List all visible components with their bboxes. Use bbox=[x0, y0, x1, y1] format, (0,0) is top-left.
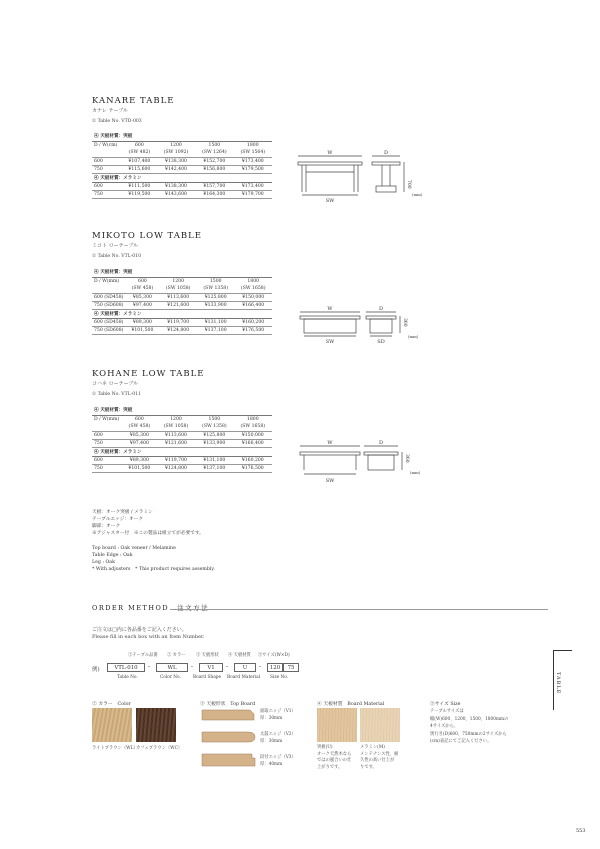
order-box-color: WL bbox=[156, 663, 188, 672]
color-swatch-light-brown bbox=[92, 708, 132, 742]
product-title: KANARE TABLE bbox=[92, 96, 175, 106]
width-header: 1800 bbox=[234, 277, 272, 285]
sw-header: (SW 1092) bbox=[157, 149, 195, 157]
page-number: 553 bbox=[576, 828, 586, 834]
dash: - bbox=[148, 663, 151, 670]
color-swatch-cafe-brown bbox=[136, 708, 176, 742]
label-unit: (mm) bbox=[410, 470, 421, 475]
label-d: D bbox=[378, 306, 384, 312]
order-box-depth: 75 bbox=[283, 663, 299, 672]
table-number: ① Table No. VTL-011 bbox=[92, 392, 142, 397]
table-row: 750 ¥119,500 ¥143,600 ¥164,300 ¥179,700 bbox=[92, 190, 272, 198]
material-veneer-text: 突板(U) オーク天然木なら ではの風合いの仕 上がりです。 bbox=[317, 745, 352, 770]
label-w: W bbox=[327, 150, 333, 156]
label-w: W bbox=[327, 440, 333, 446]
material-melamine-text: メラミン(M) メンテナンス性、耐 久性の高い仕上が りです。 bbox=[360, 745, 399, 770]
label-sw: SW bbox=[325, 339, 335, 345]
dw-label: D / W(cm) bbox=[92, 141, 122, 149]
sw-header: (SW 482) bbox=[122, 149, 157, 157]
section-label: ④ 天板材質：突板 bbox=[94, 408, 133, 414]
dash: - bbox=[191, 663, 194, 670]
table-row: 600 ¥85,300 ¥113,600 ¥125,800 ¥150,000 bbox=[92, 431, 272, 439]
kanare-drawing bbox=[296, 150, 422, 206]
order-header: ④ 天板材質 bbox=[228, 653, 251, 658]
product-title-jp: コハネ ローテーブル bbox=[92, 381, 139, 387]
size-header: ⑤サイズ Size bbox=[430, 702, 461, 707]
width-header: 1500 bbox=[195, 415, 233, 423]
dw-label: D / W(mm) bbox=[92, 277, 125, 285]
table-row: 600 ¥107,400 ¥138,300 ¥152,700 ¥173,400 bbox=[92, 157, 272, 165]
color-header: ② カラー Color bbox=[92, 702, 131, 707]
width-header: 1500 bbox=[197, 277, 235, 285]
mikoto-drawing bbox=[296, 306, 422, 346]
width-header: 1200 bbox=[157, 141, 195, 149]
price-table bbox=[92, 268, 272, 335]
order-sub-label: Board Material bbox=[227, 675, 261, 680]
label-h: 360 bbox=[404, 454, 409, 463]
sw-header: (SW 1264) bbox=[195, 149, 233, 157]
width-header: 1800 bbox=[234, 141, 272, 149]
section-label: ④ 天板材質：突板 bbox=[94, 270, 133, 276]
material-header: ④ 天板材質 Board Material bbox=[317, 702, 385, 707]
table-row: 750 ¥115,600 ¥142,400 ¥156,800 ¥179,500 bbox=[92, 165, 272, 173]
table-row: 600 (SD458) ¥85,300 ¥113,600 ¥125,800 ¥150,000 bbox=[92, 293, 272, 301]
size-description: テーブルサイズは 幅(W)600、1200、1500、1800mmの 4サイズから、 奥行き(D)600、750mmの2サイズから (cm)表記にてご記入ください。 bbox=[430, 709, 509, 744]
label-unit: (mm) bbox=[412, 192, 422, 197]
sw-header: (SW 1058) bbox=[159, 285, 197, 293]
divider bbox=[170, 609, 548, 610]
order-instruction-en: Please fill in each box with an Item Number. bbox=[92, 634, 205, 640]
label-sw: SW bbox=[325, 198, 335, 204]
width-header: 600 bbox=[122, 415, 157, 423]
edge-sub: 厚：30mm bbox=[260, 739, 283, 744]
table-row: 750 (SD608) ¥101,500 ¥124,800 ¥137,100 ¥176,500 bbox=[92, 326, 272, 334]
order-header: ③ 天板形状 bbox=[196, 653, 219, 658]
order-box-shape: V1 bbox=[199, 663, 223, 672]
material-notes-jp: 天板：オーク突板 / メラミン テーブルエッジ：オーク 脚部：オーク ※アジャスター付 ※この製品は組立てが必要です。 bbox=[92, 510, 204, 536]
kohane-drawing bbox=[296, 440, 422, 486]
sw-header: (SW 1658) bbox=[234, 285, 272, 293]
edge-sub: 厚：40mm bbox=[260, 762, 283, 767]
width-header: 1800 bbox=[234, 415, 272, 423]
order-header: ⑤サイズ(W×D) bbox=[258, 653, 290, 658]
order-sub-label: Color No. bbox=[160, 675, 181, 680]
label-sw: SW bbox=[325, 478, 335, 484]
label-d: D bbox=[383, 150, 389, 156]
product-title: KOHANE LOW TABLE bbox=[92, 369, 205, 379]
order-header: ② カラー bbox=[167, 653, 186, 658]
width-header: 1500 bbox=[195, 141, 233, 149]
price-table bbox=[92, 406, 272, 473]
table-number: ① Table No. VTL-010 bbox=[92, 254, 142, 259]
sw-header: (SW 1358) bbox=[195, 423, 233, 431]
section-label: ④ 天板材質：突板 bbox=[94, 134, 133, 140]
sw-header: (SW 458) bbox=[125, 285, 159, 293]
sw-header: (SW 458) bbox=[122, 423, 157, 431]
width-header: 1200 bbox=[157, 415, 195, 423]
material-swatch-melamine bbox=[360, 708, 400, 742]
order-header: ①テーブル品番 bbox=[128, 653, 158, 658]
edge-label: 面取エッジ（V1） bbox=[260, 709, 296, 714]
width-header: 600 bbox=[122, 141, 157, 149]
edge-sub: 厚：30mm bbox=[260, 716, 283, 721]
order-sub-label: Board Shape bbox=[193, 675, 222, 680]
order-box-width: 120 bbox=[267, 663, 283, 672]
section-label: ④ 天板材質：メラミン bbox=[94, 449, 142, 455]
dash: - bbox=[226, 663, 229, 670]
order-method-title: ORDER METHOD 注文方法 bbox=[92, 604, 210, 612]
width-header: 1200 bbox=[159, 277, 197, 285]
example-label: 例) bbox=[92, 667, 100, 673]
sw-header: (SW 1058) bbox=[157, 423, 195, 431]
table-row: 750 ¥101,500 ¥124,800 ¥137,100 ¥176,500 bbox=[92, 464, 272, 472]
table-row: 600 (SD458) ¥89,300 ¥119,700 ¥131,100 ¥160,200 bbox=[92, 318, 272, 326]
order-sub-label: Table No. bbox=[117, 675, 138, 680]
color-label: ライトブラウン（WL） bbox=[92, 746, 138, 751]
sw-header: (SW 1564) bbox=[234, 149, 272, 157]
label-sd: SD bbox=[377, 339, 385, 345]
section-label: ④ 天板材質：メラミン bbox=[94, 311, 142, 317]
label-w: W bbox=[327, 306, 333, 312]
color-label: カフェブラウン（WC） bbox=[136, 746, 183, 751]
material-swatch-veneer bbox=[317, 708, 357, 742]
material-notes-en: Top board : Oak veneer / Melamine Table Edge : Oak Leg : Oak * With adjusters * This product requires assembly. bbox=[92, 546, 215, 572]
edge-label: 太鼓エッジ（V2） bbox=[260, 732, 296, 737]
shape-header: ③ 天板形状 Top Board bbox=[200, 702, 256, 707]
dash: - bbox=[259, 663, 262, 670]
edge-label: 段付エッジ（V3） bbox=[260, 755, 296, 760]
product-title: MIKOTO LOW TABLE bbox=[92, 231, 202, 241]
table-row: 750 ¥97,400 ¥121,600 ¥133,900 ¥166,400 bbox=[92, 439, 272, 447]
label-d: D bbox=[378, 440, 384, 446]
product-title-jp: カナレ テーブル bbox=[92, 108, 129, 114]
section-label: ④ 天板材質：メラミン bbox=[94, 175, 142, 181]
label-h: 360 bbox=[402, 318, 407, 327]
order-box-table-no: VTL-010 bbox=[107, 663, 145, 672]
dw-label: D / W(mm) bbox=[92, 415, 122, 423]
sw-header: (SW 1358) bbox=[197, 285, 235, 293]
product-title-jp: ミコト ローテーブル bbox=[92, 243, 139, 249]
order-sub-label: Size No. bbox=[270, 675, 289, 680]
order-box-material: U bbox=[234, 663, 256, 672]
width-header: 600 bbox=[125, 277, 159, 285]
label-h: 700 bbox=[406, 180, 411, 189]
side-tab-label: TABLE bbox=[555, 672, 561, 695]
order-instruction-jp: ご注文は□内に各品番をご記入ください。 bbox=[92, 627, 187, 633]
table-row: 600 ¥89,300 ¥119,700 ¥131,100 ¥160,200 bbox=[92, 456, 272, 464]
table-row: 600 ¥111,500 ¥138,300 ¥157,700 ¥173,400 bbox=[92, 182, 272, 190]
price-table bbox=[92, 132, 272, 199]
sw-header: (SW 1658) bbox=[234, 423, 272, 431]
label-unit: (mm) bbox=[408, 334, 419, 339]
table-row: 750 (SD608) ¥97,400 ¥121,600 ¥133,900 ¥166,400 bbox=[92, 301, 272, 309]
edge-shape-illustrations bbox=[200, 706, 260, 772]
table-number: ① Table No. VTD-003 bbox=[92, 119, 142, 124]
